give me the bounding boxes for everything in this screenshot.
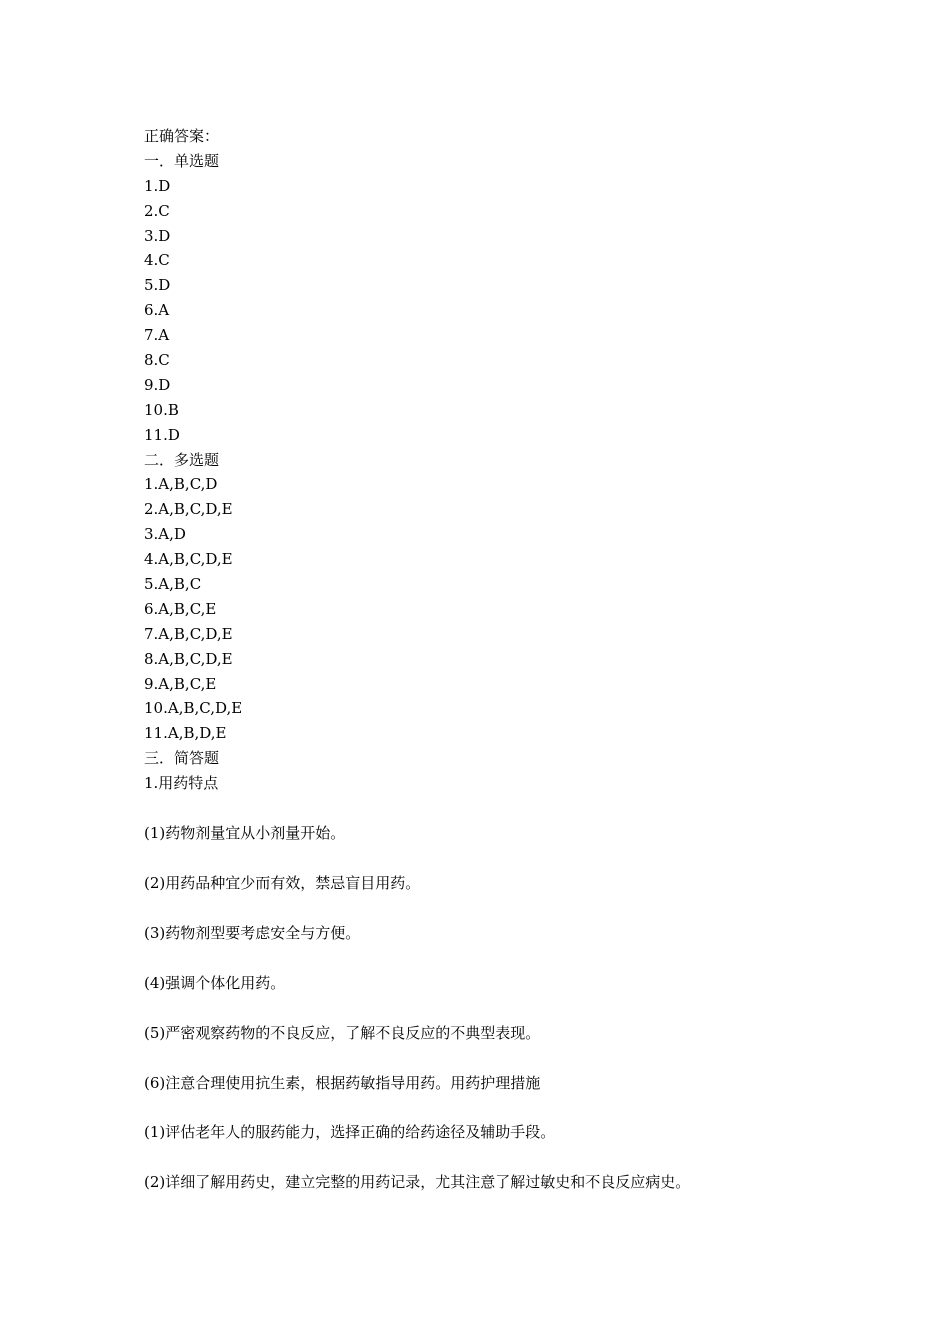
answer-paragraph: (2)用药品种宜少而有效，禁忌盲目用药。 xyxy=(144,873,421,892)
answer-item: 3.A,D xyxy=(144,525,186,544)
question-heading: 1.用药特点 xyxy=(144,774,219,793)
answer-item: 11.D xyxy=(144,425,180,444)
answer-item: 8.C xyxy=(144,351,170,370)
answer-item: 5.A,B,C xyxy=(144,575,202,594)
answer-item: 4.C xyxy=(144,251,170,270)
answer-paragraphs xyxy=(144,821,824,1195)
answer-paragraph: (5)严密观察药物的不良反应，了解不良反应的不典型表现。 xyxy=(144,1023,541,1042)
document-page xyxy=(144,124,824,1195)
answer-item: 1.D xyxy=(144,176,171,195)
answer-item: 5.D xyxy=(144,276,171,295)
answer-item: 11.A,B,D,E xyxy=(144,724,227,743)
answers-header: 正确答案： xyxy=(144,127,220,145)
answer-paragraph: (4)强调个体化用药。 xyxy=(144,973,286,992)
section-title-short-answer: 三．简答题 xyxy=(144,749,220,768)
answer-item: 9.A,B,C,E xyxy=(144,674,217,693)
section-title-single-choice: 一．单选题 xyxy=(144,151,220,170)
answer-item: 10.B xyxy=(144,400,179,419)
paragraph-spacer xyxy=(144,796,824,821)
answer-item: 10.A,B,C,D,E xyxy=(144,699,243,718)
answer-item: 1.A,B,C,D xyxy=(144,475,218,494)
answer-item: 6.A xyxy=(144,301,170,320)
multiple-choice-answer-list xyxy=(144,472,824,746)
answer-paragraph: (3)药物剂型要考虑安全与方便。 xyxy=(144,923,361,942)
answer-item: 3.D xyxy=(144,226,171,245)
answer-item: 2.A,B,C,D,E xyxy=(144,500,233,519)
answer-paragraph: (1)药物剂量宜从小剂量开始。 xyxy=(144,824,346,843)
answer-paragraph: (6)注意合理使用抗生素，根据药敏指导用药。用药护理措施 xyxy=(144,1073,541,1092)
answer-item: 6.A,B,C,E xyxy=(144,599,217,618)
answer-item: 2.C xyxy=(144,201,170,220)
answer-paragraph: (1)评估老年人的服药能力，选择正确的给药途径及辅助手段。 xyxy=(144,1123,556,1142)
single-choice-answer-list xyxy=(144,174,824,448)
answer-item: 7.A xyxy=(144,326,170,345)
answer-paragraph: (2)详细了解用药史，建立完整的用药记录，尤其注意了解过敏史和不良反应病史。 xyxy=(144,1173,691,1192)
section-title-multiple-choice: 二．多选题 xyxy=(144,450,220,469)
answer-item: 8.A,B,C,D,E xyxy=(144,649,233,668)
answer-item: 9.D xyxy=(144,375,171,394)
answer-item: 7.A,B,C,D,E xyxy=(144,624,233,643)
answer-item: 4.A,B,C,D,E xyxy=(144,550,233,569)
